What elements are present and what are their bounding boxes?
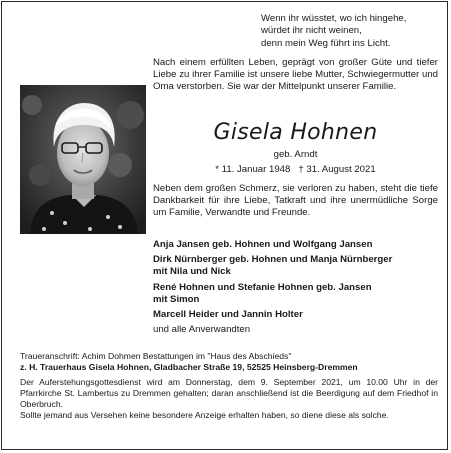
service-info: Der Auferstehungsgottesdienst wird am Donnerstag, dem 9. September 2021, um 10.00 Uhr in der Pfarrkirche St. Lambertus zu Dremmen gehalten; daran anschließend ist die Beerdigung auf dem Friedhof in Oberbruch.: [20, 377, 438, 409]
relatives-line: und alle Anverwandten: [153, 324, 251, 336]
life-dates: [153, 164, 438, 176]
family-entry-name: Marcell Heider und Jannin Holter: [153, 309, 303, 321]
footer: [20, 351, 438, 421]
family-entry-name: René Hohnen und Stefanie Hohnen geb. Jansen: [153, 281, 372, 293]
family-entry-children: mit Nila und Nick: [153, 266, 231, 278]
family-entry: [153, 254, 438, 278]
deceased-name: Gisela Hohnen: [213, 120, 378, 145]
birth-date: * 11. Januar 1948: [215, 164, 291, 175]
grief-text: Neben dem großen Schmerz, sie verloren zu haben, steht die tiefe Dankbarkeit für ihre Liebe, Tatkraft und ihre unermüdliche Sorge um Familie, Verwandte und Freunde.: [153, 183, 438, 219]
intro-text: Nach einem erfüllten Leben, geprägt von großer Güte und tiefer Liebe zu ihrer Familie ist unsere liebe Mutter, Schwiegermutter und Oma verstorben. Sie war der Mittelpunkt unserer Familie.: [153, 57, 438, 93]
family-entry: [153, 282, 438, 306]
family-entry: [153, 239, 438, 251]
family-entry-name: Anja Jansen geb. Hohnen und Wolfgang Jansen: [153, 239, 373, 250]
poem-line-1: Wenn ihr wüsstet, wo ich hingehe,: [261, 13, 407, 24]
notice-text: Sollte jemand aus Versehen keine besondere Anzeige erhalten haben, so diene diese als solche.: [20, 410, 389, 420]
mourning-address-line-2: z. H. Trauerhaus Gisela Hohnen, Gladbacher Straße 19, 52525 Heinsberg-Dremmen: [20, 362, 358, 372]
portrait-photo: [20, 85, 146, 234]
maiden-name: geb. Arndt: [273, 149, 318, 160]
mourning-address-line-1: Traueranschrift: Achim Dohmen Bestattungen im "Haus des Abschieds": [20, 351, 292, 361]
death-date: † 31. August 2021: [298, 164, 376, 175]
family-entry-name: Dirk Nürnberger geb. Hohnen und Manja Nürnberger: [153, 254, 393, 266]
poem-line-2: würdet ihr nicht weinen,: [261, 25, 362, 37]
poem: [261, 13, 443, 50]
poem-line-3: denn mein Weg führt ins Licht.: [261, 37, 391, 49]
family-list: [153, 239, 438, 336]
obituary-notice: [1, 1, 448, 450]
family-entry-children: mit Simon: [153, 293, 200, 305]
family-entry: [153, 309, 438, 321]
